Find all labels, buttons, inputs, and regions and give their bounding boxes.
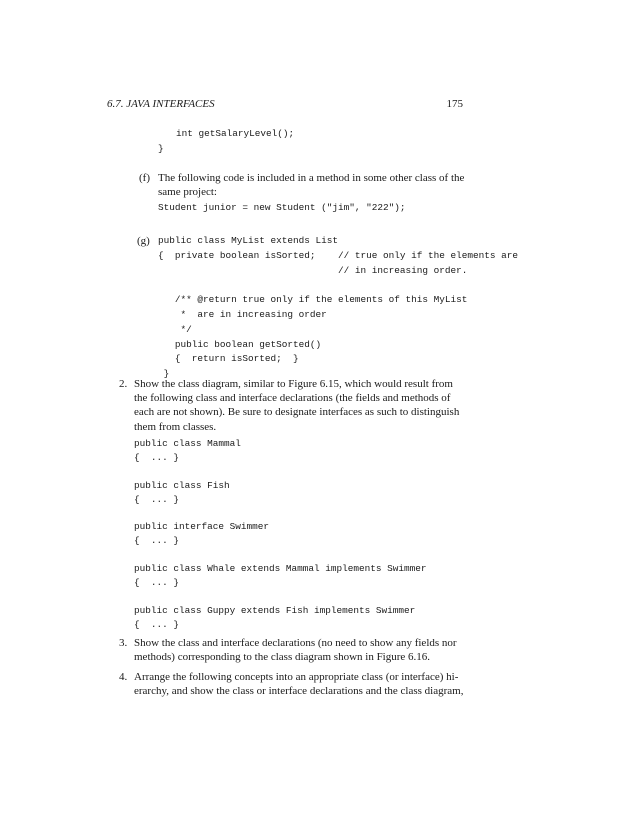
item-f-text: The following code is included in a method in some other class of the — [158, 172, 465, 184]
code-line: // in increasing order. — [158, 264, 468, 276]
code-line: { ... } — [134, 577, 180, 588]
code-line: /** @return true only if the elements of this MyList — [158, 294, 468, 306]
code-line: } — [158, 368, 170, 380]
section-title: 6.7. JAVA INTERFACES — [107, 98, 215, 110]
code-line: */ — [158, 323, 192, 335]
code-line: { return isSorted; } — [158, 353, 299, 365]
code-line: public class Mammal — [134, 438, 241, 449]
code-line: } — [158, 143, 164, 154]
question-text-line: each are not shown). Be sure to designate interfaces as such to distinguish — [134, 406, 460, 419]
item-f-text: same project: — [158, 186, 217, 198]
question-number-3: 3. — [119, 637, 128, 649]
code-line: { ... } — [134, 535, 180, 547]
code-line: { ... } — [134, 618, 180, 630]
question-number-4: 4. — [119, 671, 128, 683]
question-text-line: Show the class and interface declarations (no need to show any fields nor — [134, 637, 457, 649]
question-text-line: Show the class diagram, similar to Figure 6.15, which would result from — [134, 378, 453, 390]
page-number: 175 — [446, 98, 463, 110]
item-label-f: (f) — [139, 172, 150, 184]
item-label-g: (g) — [137, 235, 150, 247]
code-line: public interface Swimmer — [134, 521, 270, 533]
question-text-line: them from classes. — [134, 420, 217, 433]
code-line: { ... } — [134, 493, 180, 505]
question-text-line: erarchy, and show the class or interface declarations and the class diagram, — [134, 685, 464, 698]
code-line: int getSalaryLevel(); — [176, 128, 295, 139]
code-line: * are in increasing order — [158, 309, 327, 320]
question-text-line: methods) corresponding to the class diagram shown in Figure 6.16. — [134, 651, 431, 664]
code-line: public boolean getSorted() — [158, 338, 322, 350]
question-text-line: the following class and interface declarations (the fields and methods of — [134, 392, 451, 405]
question-text-line: Arrange the following concepts into an appropriate class (or interface) hi- — [134, 671, 459, 683]
question-number-2: 2. — [119, 378, 128, 390]
code-line: { private boolean isSorted; // true only if the elements are — [158, 249, 519, 261]
code-line: public class Whale extends Mammal implements Swimmer — [134, 563, 427, 575]
code-line: public class Guppy extends Fish implements Swimmer — [134, 604, 416, 616]
code-line: { ... } — [134, 451, 180, 463]
item-f-code: Student junior = new Student ("jim", "222"); — [158, 202, 406, 213]
code-line: public class Fish — [134, 479, 230, 491]
code-line: public class MyList extends List — [158, 235, 339, 246]
